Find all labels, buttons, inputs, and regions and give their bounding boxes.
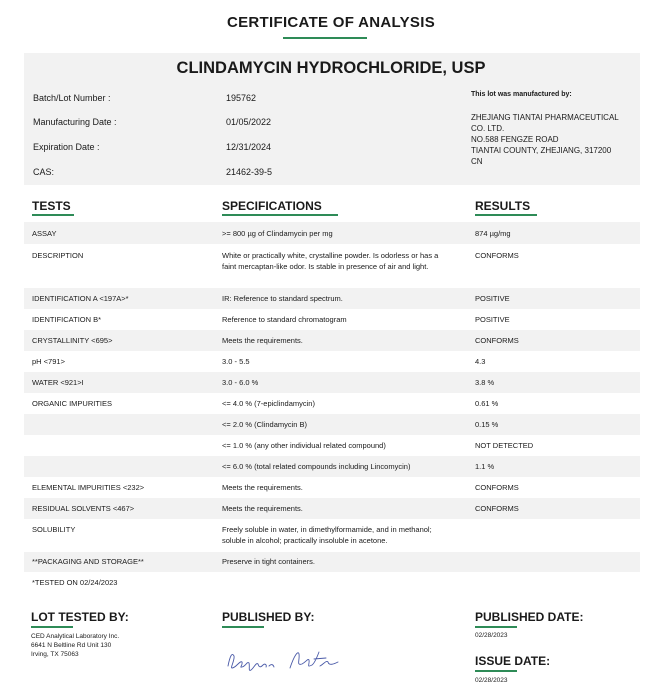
- exp-date-label: Expiration Date :: [33, 142, 100, 152]
- manufacturer-line: ZHEJIANG TIANTAI PHARMACEUTICAL: [471, 113, 619, 122]
- test-name: ELEMENTAL IMPURITIES <232>: [32, 483, 145, 492]
- tests-underline: [32, 214, 74, 216]
- test-name: DESCRIPTION: [32, 251, 84, 260]
- test-name: IDENTIFICATION A <197A>*: [32, 294, 129, 303]
- test-name: RESIDUAL SOLVENTS <467>: [32, 504, 135, 513]
- table-row: [24, 244, 640, 288]
- table-row: [24, 498, 640, 519]
- mfg-date-value: 01/05/2022: [226, 117, 272, 127]
- table-row: [24, 330, 640, 351]
- results-header: RESULTS: [475, 199, 531, 213]
- test-name: pH <791>: [32, 357, 65, 366]
- manufacturer-title: This lot was manufactured by:: [471, 91, 572, 98]
- document-title: CERTIFICATE OF ANALYSIS: [226, 14, 436, 31]
- test-spec: 3.0 - 5.5: [222, 357, 250, 366]
- mfg-date-label: Manufacturing Date :: [33, 117, 117, 127]
- table-row: [24, 222, 640, 244]
- test-result: CONFORMS: [475, 483, 519, 492]
- test-spec: <= 4.0 % (7-epiclindamycin): [222, 399, 315, 408]
- test-spec: Reference to standard chromatogram: [222, 315, 347, 324]
- manufacturer-line: TIANTAI COUNTY, ZHEJIANG, 317200: [471, 146, 612, 155]
- test-spec: <= 2.0 % (Clindamycin B): [222, 420, 308, 429]
- product-name: CLINDAMYCIN HYDROCHLORIDE, USP: [176, 59, 486, 77]
- manufacturer-line: NO.588 FENGZE ROAD: [471, 135, 559, 144]
- test-spec: White or practically white, crystalline powder. Is odorless or has a faint mercaptan-like odor. Is stable in presence of air and light.: [222, 251, 439, 271]
- manufacturer-line: CO. LTD.: [471, 124, 505, 133]
- cas-value: 21462-39-5: [226, 167, 273, 177]
- test-spec: Meets the requirements.: [222, 504, 303, 513]
- tested-on-note: *TESTED ON 02/24/2023: [32, 578, 118, 587]
- table-row: [24, 435, 640, 456]
- test-name: CRYSTALLINITY <695>: [32, 336, 113, 345]
- lot-tested-by-heading: LOT TESTED BY:: [31, 610, 129, 624]
- test-spec: Meets the requirements.: [222, 483, 303, 492]
- test-name: IDENTIFICATION B*: [32, 315, 102, 324]
- lot-tested-underline: [31, 626, 73, 628]
- table-row: [24, 456, 640, 477]
- manufacturer-address: [471, 112, 636, 167]
- test-spec: >= 800 µg of Clindamycin per mg: [222, 229, 333, 238]
- issue-date-underline: [475, 670, 517, 672]
- published-by-heading: PUBLISHED BY:: [222, 610, 315, 624]
- test-result: CONFORMS: [475, 504, 519, 513]
- test-result: 0.61 %: [475, 399, 499, 408]
- specifications-header: SPECIFICATIONS: [222, 199, 322, 213]
- test-spec: <= 1.0 % (any other individual related compound): [222, 441, 386, 450]
- table-row: [24, 393, 640, 414]
- test-result: POSITIVE: [475, 315, 510, 324]
- test-spec: Freely soluble in water, in dimethylformamide, and in methanol; soluble in alcohol; practically insoluble in acetone.: [222, 525, 432, 545]
- published-date-heading: PUBLISHED DATE:: [475, 610, 584, 624]
- issue-date-heading: ISSUE DATE:: [475, 654, 551, 668]
- table-row: [24, 372, 640, 393]
- signature: [222, 642, 352, 678]
- test-name: SOLUBILITY: [32, 525, 76, 534]
- cas-label: CAS:: [33, 167, 55, 177]
- test-result: CONFORMS: [475, 251, 519, 260]
- test-name: ASSAY: [32, 229, 57, 238]
- test-name: ORGANIC IMPURITIES: [32, 399, 113, 408]
- exp-date-value: 12/31/2024: [226, 142, 272, 152]
- test-result: 1.1 %: [475, 462, 495, 471]
- test-result: POSITIVE: [475, 294, 510, 303]
- specifications-underline: [222, 214, 338, 216]
- manufacturer-line: CN: [471, 157, 483, 166]
- test-name: WATER <921>I: [32, 378, 84, 387]
- batch-label: Batch/Lot Number :: [33, 93, 111, 103]
- test-spec: <= 6.0 % (total related compounds including Lincomycin): [222, 462, 411, 471]
- lab-address: [31, 632, 119, 659]
- table-row: [24, 477, 640, 498]
- test-result: 0.15 %: [475, 420, 499, 429]
- title-underline: [283, 37, 367, 39]
- signature-mark: [222, 642, 352, 678]
- test-result: 874 µg/mg: [475, 229, 511, 238]
- tests-header: TESTS: [32, 199, 71, 213]
- table-row: [24, 552, 640, 572]
- test-result: 3.8 %: [475, 378, 495, 387]
- table-row: [24, 309, 640, 330]
- test-spec: Preserve in tight containers.: [222, 557, 315, 566]
- lab-line: CED Analytical Laboratory Inc.: [31, 633, 120, 640]
- table-row: [24, 288, 640, 309]
- test-spec: Meets the requirements.: [222, 336, 303, 345]
- test-result: NOT DETECTED: [475, 441, 534, 450]
- table-row: [24, 414, 640, 435]
- test-name: **PACKAGING AND STORAGE**: [32, 557, 144, 566]
- issue-date-value: 02/28/2023: [475, 677, 508, 684]
- lab-line: Irving, TX 75063: [31, 651, 79, 658]
- lab-line: 6641 N Beltline Rd Unit 130: [31, 642, 112, 649]
- published-by-underline: [222, 626, 264, 628]
- published-date-value: 02/28/2023: [475, 632, 508, 639]
- table-row: [24, 519, 640, 552]
- batch-value: 195762: [226, 93, 257, 103]
- test-result: 4.3: [475, 357, 486, 366]
- test-result: CONFORMS: [475, 336, 519, 345]
- test-spec: IR: Reference to standard spectrum.: [222, 294, 343, 303]
- results-underline: [475, 214, 537, 216]
- published-date-underline: [475, 626, 517, 628]
- test-spec: 3.0 - 6.0 %: [222, 378, 259, 387]
- table-row: [24, 351, 640, 372]
